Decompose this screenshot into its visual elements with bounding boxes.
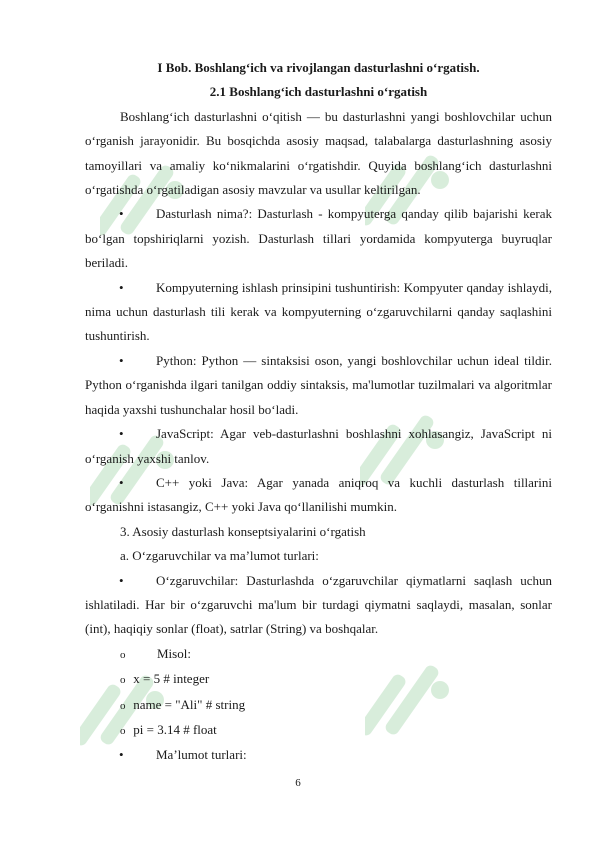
bullet-icon: • bbox=[119, 352, 124, 368]
list-item: • Kompyuterning ishlash prinsipini tushuntirish: Kompyuter qanday ishlaydi, nima uchun dasturlash tili kerak va kompyuterning o‘zgaruvchilarni qanday saqlashini tushuntirish. bbox=[85, 276, 552, 349]
list-item: • Python: Python — sintaksisi oson, yangi boshlovchilar uchun ideal tildir. Python o‘rganishda ilgari tanilgan oddiy sintaksis, ma'lumotlar tuzilmalari va algoritmlar haqida yaxshi tushunchalar hosil bo‘ladi. bbox=[85, 349, 552, 422]
bullet-icon: • bbox=[119, 474, 124, 490]
circle-bullet-icon: o bbox=[120, 724, 126, 737]
bullet-icon: • bbox=[119, 426, 124, 442]
bullet-icon: • bbox=[119, 747, 124, 763]
circle-bullet-icon: o bbox=[120, 648, 126, 661]
chapter-heading: I Bob. Boshlang‘ich va rivojlangan dasturlashni o‘rgatish. bbox=[157, 60, 480, 75]
code-line: o x = 5 # integer bbox=[85, 667, 552, 692]
document-body bbox=[85, 56, 552, 768]
example-label: o Misol: bbox=[85, 642, 552, 667]
circle-bullet-icon: o bbox=[120, 699, 126, 712]
code-line: o pi = 3.14 # float bbox=[85, 718, 552, 743]
bullet-icon: • bbox=[119, 206, 124, 222]
bullet-icon: • bbox=[119, 572, 124, 588]
list-item: • Ma’lumot turlari: bbox=[85, 743, 552, 767]
section-3a-title: a. O‘zgaruvchilar va ma’lumot turlari: bbox=[120, 548, 319, 564]
list-item: • C++ yoki Java: Agar yanada aniqroq va kuchli dasturlash tillarini o‘rganishni istasangiz, C++ yoki Java qo‘llanilishi mumkin. bbox=[85, 471, 552, 520]
page-number: 6 bbox=[295, 777, 301, 789]
list-item: • O‘zgaruvchilar: Dasturlashda o‘zgaruvchilar qiymatlarni saqlash uchun ishlatiladi. Har bir o‘zgaruvchi ma'lum bir turdagi qiymatni saqlaydi, masalan, sonlar (int), haqiqiy sonlar (float), satrlar (String) va boshqalar. bbox=[85, 569, 552, 642]
section-3-title: 3. Asosiy dasturlash konseptsiyalarini o‘rgatish bbox=[120, 523, 366, 539]
list-item: • Dasturlash nima?: Dasturlash - kompyuterga qanday qilib bajarishi kerak bo‘lgan topshiriqlarni yozish. Dasturlash tillari yordamida kompyuterga buyruqlar beriladi. bbox=[85, 202, 552, 275]
bullet-list bbox=[85, 202, 552, 519]
intro-paragraph: Boshlang‘ich dasturlashni o‘qitish — bu dasturlashni yangi boshlovchilar uchun o‘rganish jarayonidir. Bu bosqichda asosiy maqsad, talabalarga dasturlashning asosiy tamoyillari va amaliy ko‘nikmalarini o‘rgatishdir. Quyida boshlang‘ich dasturlashni o‘rgatishda o‘rgatiladigan asosiy mavzular va usullar keltirilgan. bbox=[85, 108, 552, 198]
section-heading: 2.1 Boshlang‘ich dasturlashni o‘rgatish bbox=[209, 84, 428, 100]
code-line: o name = "Ali" # string bbox=[85, 693, 552, 718]
circle-bullet-icon: o bbox=[120, 674, 126, 687]
bullet-icon: • bbox=[119, 279, 124, 295]
list-item: • JavaScript: Agar veb-dasturlashni boshlashni xohlasangiz, JavaScript ni o‘rganish yaxshi tanlov. bbox=[85, 422, 552, 471]
